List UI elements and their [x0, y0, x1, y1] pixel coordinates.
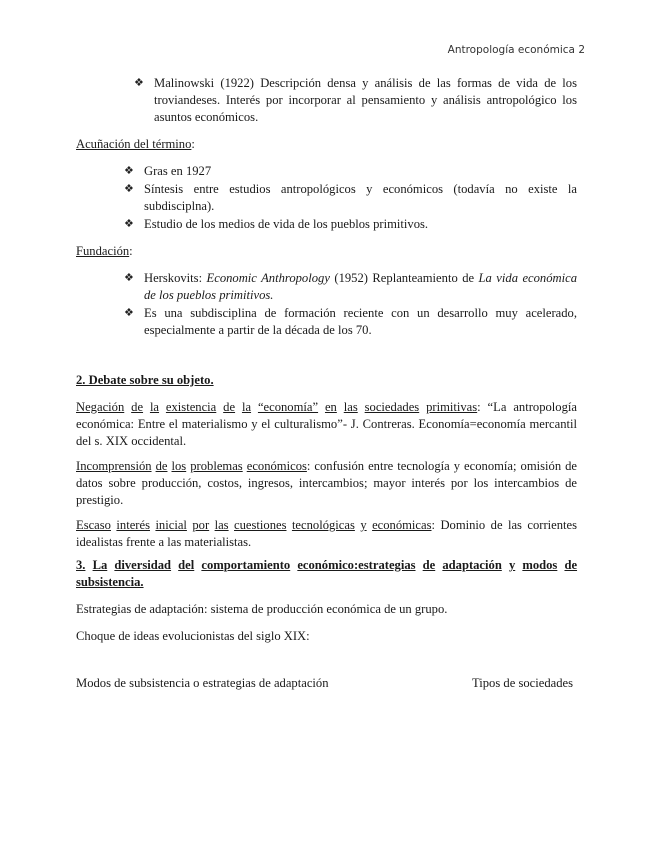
underlined-phrase: Escaso interés inicial por las cuestiones tecnológicas y económicas	[76, 518, 432, 532]
acunacion-label: Acuñación del término:	[76, 137, 195, 151]
diamond-bullet-icon: ❖	[134, 77, 144, 89]
page-header: Antropología económica 2	[447, 44, 585, 56]
columns-row	[76, 675, 573, 692]
document-body	[76, 75, 577, 692]
list-item: ❖ Estudio de los medios de vida de los pueblos primitivos.	[124, 217, 429, 231]
diamond-bullet-icon: ❖	[124, 165, 134, 177]
intro-list	[134, 75, 577, 126]
diamond-bullet-icon: ❖	[124, 218, 134, 230]
column-left-label: Modos de subsistencia o estrategias de adaptación	[76, 676, 329, 690]
diamond-bullet-icon: ❖	[124, 183, 134, 195]
diamond-bullet-icon: ❖	[124, 307, 134, 319]
section2-paragraph-2: Incomprensión de los problemas económicos: confusión entre tecnología y economía; omisión de datos sobre producción, costos, ingresos, intercambios; mayor interés por los intercambios de prestigio.	[76, 459, 578, 507]
list-item: ❖ Herskovits: Economic Anthropology (1952) Replanteamiento de La vida económica de los pueblos primitivos.	[124, 271, 577, 302]
acunacion-list	[124, 163, 577, 233]
fundacion-list	[124, 270, 577, 339]
list-item: ❖ Síntesis entre estudios antropológicos y económicos (todavía no existe la subdisciplna).	[124, 182, 577, 213]
diamond-bullet-icon: ❖	[124, 272, 134, 284]
list-item: ❖ Es una subdisciplina de formación reciente con un desarrollo muy acelerado, especialmente a partir de la década de los 70.	[124, 306, 577, 337]
section3-paragraph-1: Estrategias de adaptación: sistema de producción económica de un grupo.	[76, 602, 448, 616]
section2-paragraph-1: Negación de la existencia de la “economía” en las sociedades primitivas: “La antropología económica: Entre el materialismo y el culturalismo”- J. Contreras. Economía=economía mercantil del s. XIX occidental.	[76, 400, 577, 448]
list-item: ❖ Gras en 1927	[124, 164, 212, 178]
underlined-phrase: Incomprensión de los problemas económicos	[76, 459, 307, 473]
section3-paragraph-2: Choque de ideas evolucionistas del siglo XIX:	[76, 629, 310, 643]
list-item: ❖ Malinowski (1922) Descripción densa y análisis de las formas de vida de los troviandeses. Interés por incorporar al pensamiento y análisis antropológico los asuntos económicos.	[134, 76, 577, 124]
section3-heading: 3. La diversidad del comportamiento económico:estrategias de adaptación y modos de subsistencia.	[76, 558, 578, 589]
underlined-phrase: Negación de la existencia de la “economía” en las sociedades primitivas	[76, 400, 478, 414]
section2-paragraph-3: Escaso interés inicial por las cuestiones tecnológicas y económicas: Dominio de las corrientes idealistas frente a las materialistas.	[76, 518, 578, 549]
section2-heading: 2. Debate sobre su objeto.	[76, 373, 214, 387]
column-right-label: Tipos de sociedades	[472, 676, 573, 690]
fundacion-label: Fundación:	[76, 244, 133, 258]
